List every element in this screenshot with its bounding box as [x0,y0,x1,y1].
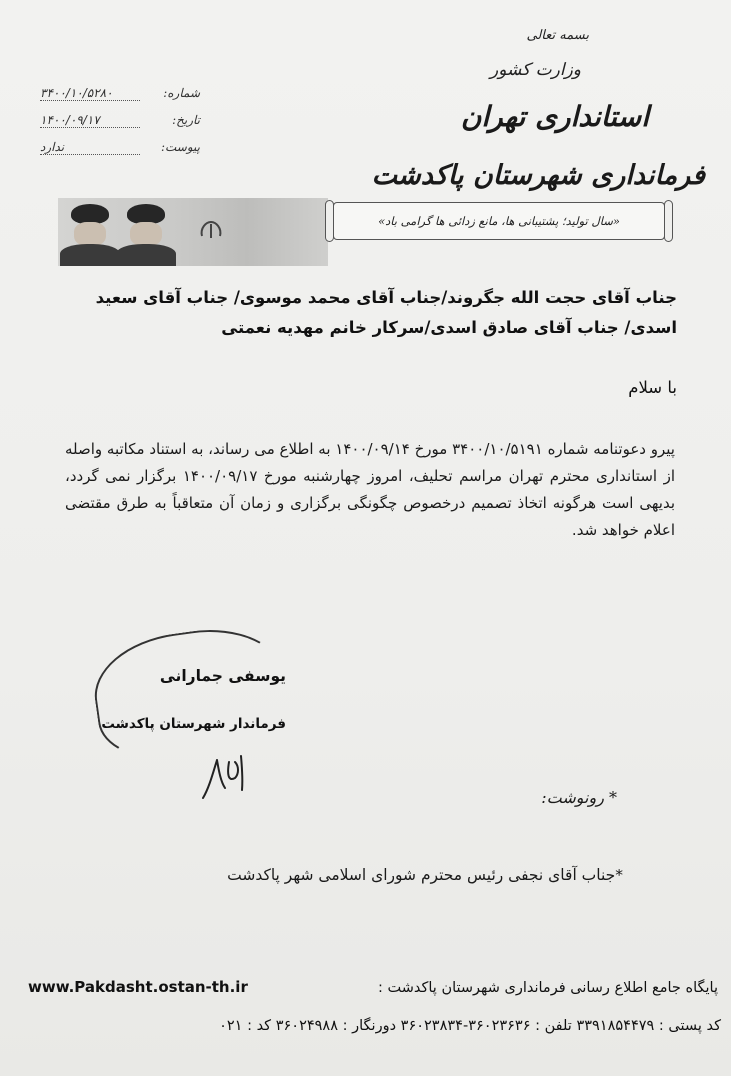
attachment-value: ندارد [40,140,140,155]
signer-title: فرماندار شهرستان پاکدشت [101,716,286,732]
handwritten-signature [195,748,255,803]
leaders-photo [58,198,328,266]
footer-portal-label: پایگاه جامع اطلاع رسانی فرمانداری شهرستان پاکدشت : [377,980,718,996]
addressee-line-2: اسدی/ جناب آقای صادق اسدی/سرکار خانم مهدیه نعمتی [221,318,677,337]
signer-name: یوسفی جمارانی [159,667,286,685]
footer-portal [28,978,718,996]
portrait-right [116,204,176,266]
signature-flourish [87,619,294,767]
motto-text: «سال تولید؛ پشتیبانی ها، مانع زدائی ها گرامی باد» [378,214,620,228]
footer-url: www.Pakdasht.ostan-th.ir [28,978,248,996]
addressee-block [47,284,677,344]
addressee-line-1: جناب آقای حجت الله جگروند/جناب آقای محمد موسوی/ جناب آقای سعید [95,288,677,307]
attachment-label: پیوست: [160,140,200,154]
number-label: شماره: [163,86,200,100]
province-office-title: استانداری تهران [460,100,649,133]
footer-contact: کد پستی : ۳۳۹۱۸۵۴۴۷۹ تلفن : ۳۶۰۲۳۶۳۶-۳۶۰۲۳۸۳۴ دورنگار : ۳۶۰۲۴۹۸۸ کد : ۰۲۱ [219,1018,721,1034]
cc-recipient: *جناب آقای نجفی رئیس محترم شورای اسلامی شهر پاکدشت [227,866,623,884]
portrait-left [60,204,120,266]
motto-scroll [333,202,665,240]
header-banner [58,198,670,266]
date-label: تاریخ: [172,113,200,127]
number-value: ۳۴۰۰/۱۰/۵۲۸۰ [40,86,140,101]
letter-meta [40,86,200,155]
letter-body: پیرو دعوتنامه شماره ۳۴۰۰/۱۰/۵۱۹۱ مورخ ۱۴۰۰/۰۹/۱۴ به اطلاع می رساند، به استناد مکاتبه واصله از استانداری محترم تهران مراسم تحلیف، امروز چهارشنبه مورخ ۱۴۰۰/۰۹/۱۷ برگزار نمی گردد، بدیهی است هرگونه اتخاذ تصمیم درخصوص چگونگی برگزاری و زمان آن متعاقباً به طرق مقتضی اعلام خواهد شد. [65,440,675,539]
ministry-title: وزارت کشور [489,60,581,80]
bismillah: بسمه تعالی [526,28,589,43]
emblem-icon [196,218,226,242]
county-office-title: فرمانداری شهرستان پاکدشت [371,160,705,191]
cc-label: * رونوشت: [541,788,617,807]
greeting: با سلام [628,378,677,397]
date-value: ۱۴۰۰/۰۹/۱۷ [40,113,140,128]
